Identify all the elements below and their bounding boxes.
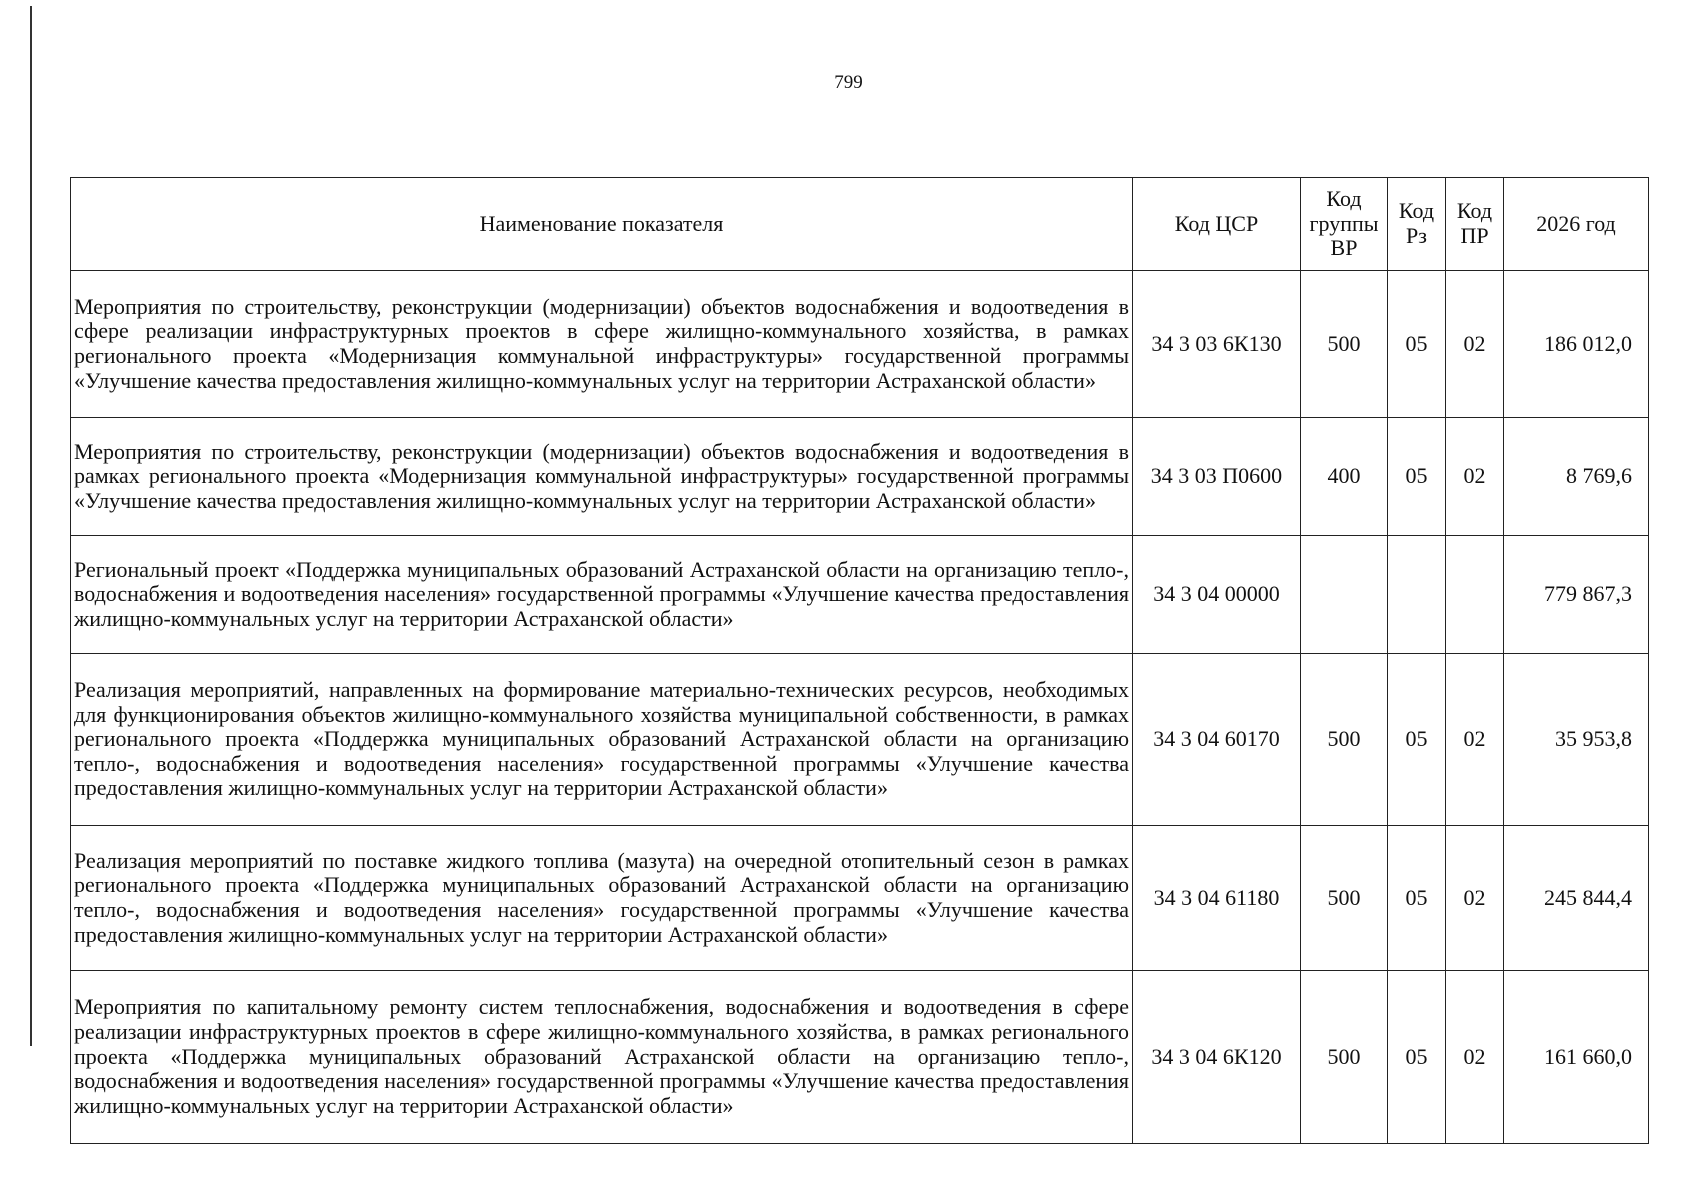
- row-name: Мероприятия по капитальному ремонту систем теплоснабжения, водоснабжения и водоотведения в сфере реализации инфраструктурных проектов в сфере жилищно-коммунального хозяйства, в рамках регионального проекта «Поддержка муниципальных образований Астраханской области на организацию тепло-, водоснабжения и водоотведения населения» государственной программы «Улучшение качества предоставления жилищно-коммунальных услуг на территории Астраханской области»: [71, 971, 1133, 1144]
- budget-table: [70, 177, 1649, 1144]
- header-pr-code: Код ПР: [1446, 178, 1504, 271]
- row-name: Региональный проект «Поддержка муниципальных образований Астраханской области на организацию тепло-, водоснабжения и водоотведения населения» государственной программы «Улучшение качества предоставления жилищно-коммунальных услуг на территории Астраханской области»: [71, 536, 1133, 654]
- table-header-row: [71, 178, 1649, 271]
- row-rz-code: 05: [1388, 271, 1446, 418]
- header-csr-code: Код ЦСР: [1133, 178, 1301, 271]
- row-vr-code: 500: [1301, 271, 1388, 418]
- row-csr-code: 34 3 04 00000: [1133, 536, 1301, 654]
- row-rz-code: 05: [1388, 418, 1446, 536]
- row-amount: 8 769,6: [1504, 418, 1649, 536]
- header-name: Наименование показателя: [71, 178, 1133, 271]
- row-pr-code: [1446, 536, 1504, 654]
- row-rz-code: 05: [1388, 971, 1446, 1144]
- row-vr-code: 500: [1301, 654, 1388, 826]
- table-row: [71, 654, 1649, 826]
- row-pr-code: 02: [1446, 654, 1504, 826]
- table-row: [71, 271, 1649, 418]
- table-row: [71, 971, 1649, 1144]
- row-pr-code: 02: [1446, 418, 1504, 536]
- row-pr-code: 02: [1446, 971, 1504, 1144]
- row-pr-code: 02: [1446, 271, 1504, 418]
- row-name: Мероприятия по строительству, реконструкции (модернизации) объектов водоснабжения и водоотведения в рамках регионального проекта «Модернизация коммунальной инфраструктуры» государственной программы «Улучшение качества предоставления жилищно-коммунальных услуг на территории Астраханской области»: [71, 418, 1133, 536]
- row-name: Реализация мероприятий по поставке жидкого топлива (мазута) на очередной отопительный сезон в рамках регионального проекта «Поддержка муниципальных образований Астраханской области на организацию тепло-, водоснабжения и водоотведения населения» государственной программы «Улучшение качества предоставления жилищно-коммунальных услуг на территории Астраханской области»: [71, 826, 1133, 971]
- row-csr-code: 34 3 03 П0600: [1133, 418, 1301, 536]
- row-vr-code: 400: [1301, 418, 1388, 536]
- row-csr-code: 34 3 04 6К120: [1133, 971, 1301, 1144]
- row-name: Реализация мероприятий, направленных на формирование материально-технических ресурсов, необходимых для функционирования объектов жилищно-коммунального хозяйства муниципальной собственности, в рамках регионального проекта «Поддержка муниципальных образований Астраханской области на организацию тепло-, водоснабжения и водоотведения населения» государственной программы «Улучшение качества предоставления жилищно-коммунальных услуг на территории Астраханской области»: [71, 654, 1133, 826]
- row-amount: 186 012,0: [1504, 271, 1649, 418]
- header-year-2026: 2026 год: [1504, 178, 1649, 271]
- row-amount: 35 953,8: [1504, 654, 1649, 826]
- row-rz-code: 05: [1388, 826, 1446, 971]
- row-amount: 245 844,4: [1504, 826, 1649, 971]
- header-vr-group-code: Код группы ВР: [1301, 178, 1388, 271]
- row-amount: 779 867,3: [1504, 536, 1649, 654]
- table-row: [71, 536, 1649, 654]
- row-vr-code: 500: [1301, 971, 1388, 1144]
- row-csr-code: 34 3 03 6К130: [1133, 271, 1301, 418]
- page-number: 799: [834, 72, 863, 93]
- table-row: [71, 418, 1649, 536]
- row-amount: 161 660,0: [1504, 971, 1649, 1144]
- row-rz-code: [1388, 536, 1446, 654]
- row-vr-code: [1301, 536, 1388, 654]
- row-name: Мероприятия по строительству, реконструкции (модернизации) объектов водоснабжения и водоотведения в сфере реализации инфраструктурных проектов в сфере жилищно-коммунального хозяйства, в рамках регионального проекта «Модернизация коммунальной инфраструктуры» государственной программы «Улучшение качества предоставления жилищно-коммунальных услуг на территории Астраханской области»: [71, 271, 1133, 418]
- header-rz-code: Код Рз: [1388, 178, 1446, 271]
- row-pr-code: 02: [1446, 826, 1504, 971]
- table-row: [71, 826, 1649, 971]
- binding-margin-line: [30, 6, 32, 1046]
- row-rz-code: 05: [1388, 654, 1446, 826]
- row-csr-code: 34 3 04 61180: [1133, 826, 1301, 971]
- row-csr-code: 34 3 04 60170: [1133, 654, 1301, 826]
- row-vr-code: 500: [1301, 826, 1388, 971]
